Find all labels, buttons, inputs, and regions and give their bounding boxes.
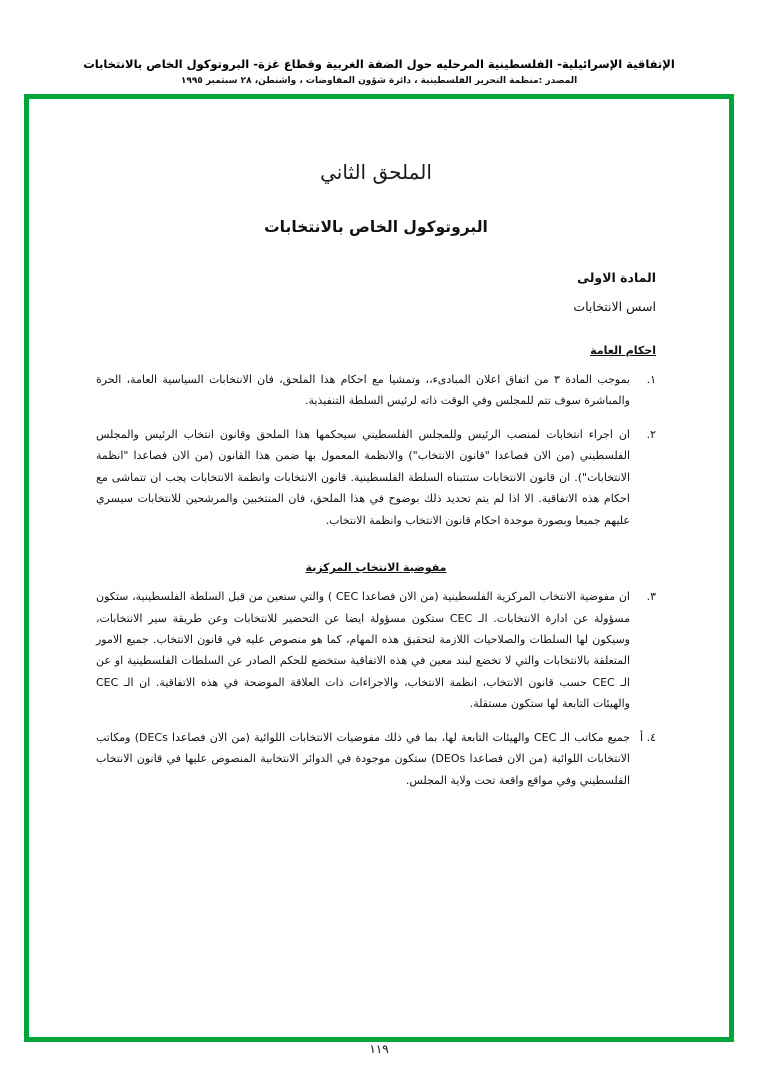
page-number: ١١٩	[369, 1042, 389, 1056]
section-heading-general: احكام العامة	[590, 344, 656, 357]
clause-item	[96, 727, 656, 791]
document-subtitle: البروتوكول الخاص بالانتخابات	[264, 218, 488, 236]
document-title: الملحق الثاني	[320, 160, 432, 184]
clause-text: بموجب المادة ٣ من اتفاق اعلان المبادىء،، وتمشيا مع احكام هذا الملحق، فان الانتخابات السياسية العامة، الحرة والمباشرة سوف تتم للمجلس وفي الوقت ذاته لرئيس السلطة التنفيذية.	[96, 373, 630, 408]
article-subtitle: اسس الانتخابات	[573, 299, 656, 314]
clause-text: ان اجراء انتخابات لمنصب الرئيس وللمجلس الفلسطيني سيحكمها هذا الملحق وقانون انتخاب الرئيس والمجلس الفلسطيني (من الان فصاعدا "قانون الانتخاب") والانظمة المعمول بها ضمن هذا القانون (من الان فصاعدا "انظمة الانتخابات"). ان قانون الانتخابات ستتبناه السلطة الفلسطينية. قانون الانتخابات وانظمة الانتخابات يجب ان تتماشى مع احكام هذه الاتفاقية. الا اذا لم يتم تحديد ذلك بوضوح في هذا الملحق، فان المنتخبين والمرشحين للانتخابات سيسري عليهم جميعا وبصورة موحدة احكام قانون الانتخاب وانظمة الانتخاب.	[96, 427, 630, 527]
header-title: الإتفاقية الإسرائيلية- الفلسطينية المرحليه حول الضفة الغربية وقطاع غزة- البروتوكول الخاص بالانتخابات	[83, 57, 675, 71]
section-heading-cec: مفوضية الانتخاب المركزية	[305, 561, 447, 575]
document-body	[44, 112, 714, 1024]
clause-number: ٣.	[646, 590, 656, 604]
clause-text: ان مفوضية الانتخاب المركزية الفلسطينية (من الان فصاعدا CEC ) والتي ستعين من قبل السلطة الفلسطينية، ستكون مسؤولة عن ادارة الانتخابات. الـ CEC ستكون مسؤولة ايضا عن التحضير للانتخابات وعن طريقة سير الانتخابات، وسيكون لها السلطات والصلاحيات اللازمة لتحقيق هذه المهام، كما هو منصوص عليه في قانون الانتخاب. جميع الامور المتعلقة بالانتخابات والتي لا تخضع لبند معين في هذه الاتفاقية ستخضع للحكم الصادر عن السلطات الفلسطينية او عن الـ CEC حسب قانون الانتخاب، انظمة الانتخاب، والاجراءات ذات العلاقة الموضحة في هذه الاتفاقية. ان الـ CEC والهيئات التابعة لها ستكون مستقلة.	[96, 590, 630, 711]
clause-item	[96, 369, 656, 412]
clause-number: ٤. أ	[640, 730, 656, 744]
clause-number: ٢.	[646, 427, 656, 441]
clause-item	[96, 424, 656, 531]
clause-number: ١.	[646, 373, 656, 386]
header-source: المصدر :منظمة التحرير الفلسطينية ، دائرة شؤون المفاوضات ، واشنطن، ٢٨ سبتمبر ١٩٩٥	[180, 76, 578, 87]
article-label: المادة الاولى	[577, 270, 656, 285]
page-header	[0, 56, 758, 88]
clause-text: جميع مكاتب الـ CEC والهيئات التابعة لها، بما في ذلك مفوضيات الانتخابات اللوائية (من الان فصاعدا DECs) ومكاتب الانتخابات اللوائية (من الان فصاعدا DEOs) ستكون موجودة في الدوائر الانتخابية المنصوص عليها في قانون الانتخاب الفلسطيني وفي مواقع واقعة تحت ولاية المجلس.	[96, 730, 630, 787]
clause-item	[96, 586, 656, 715]
